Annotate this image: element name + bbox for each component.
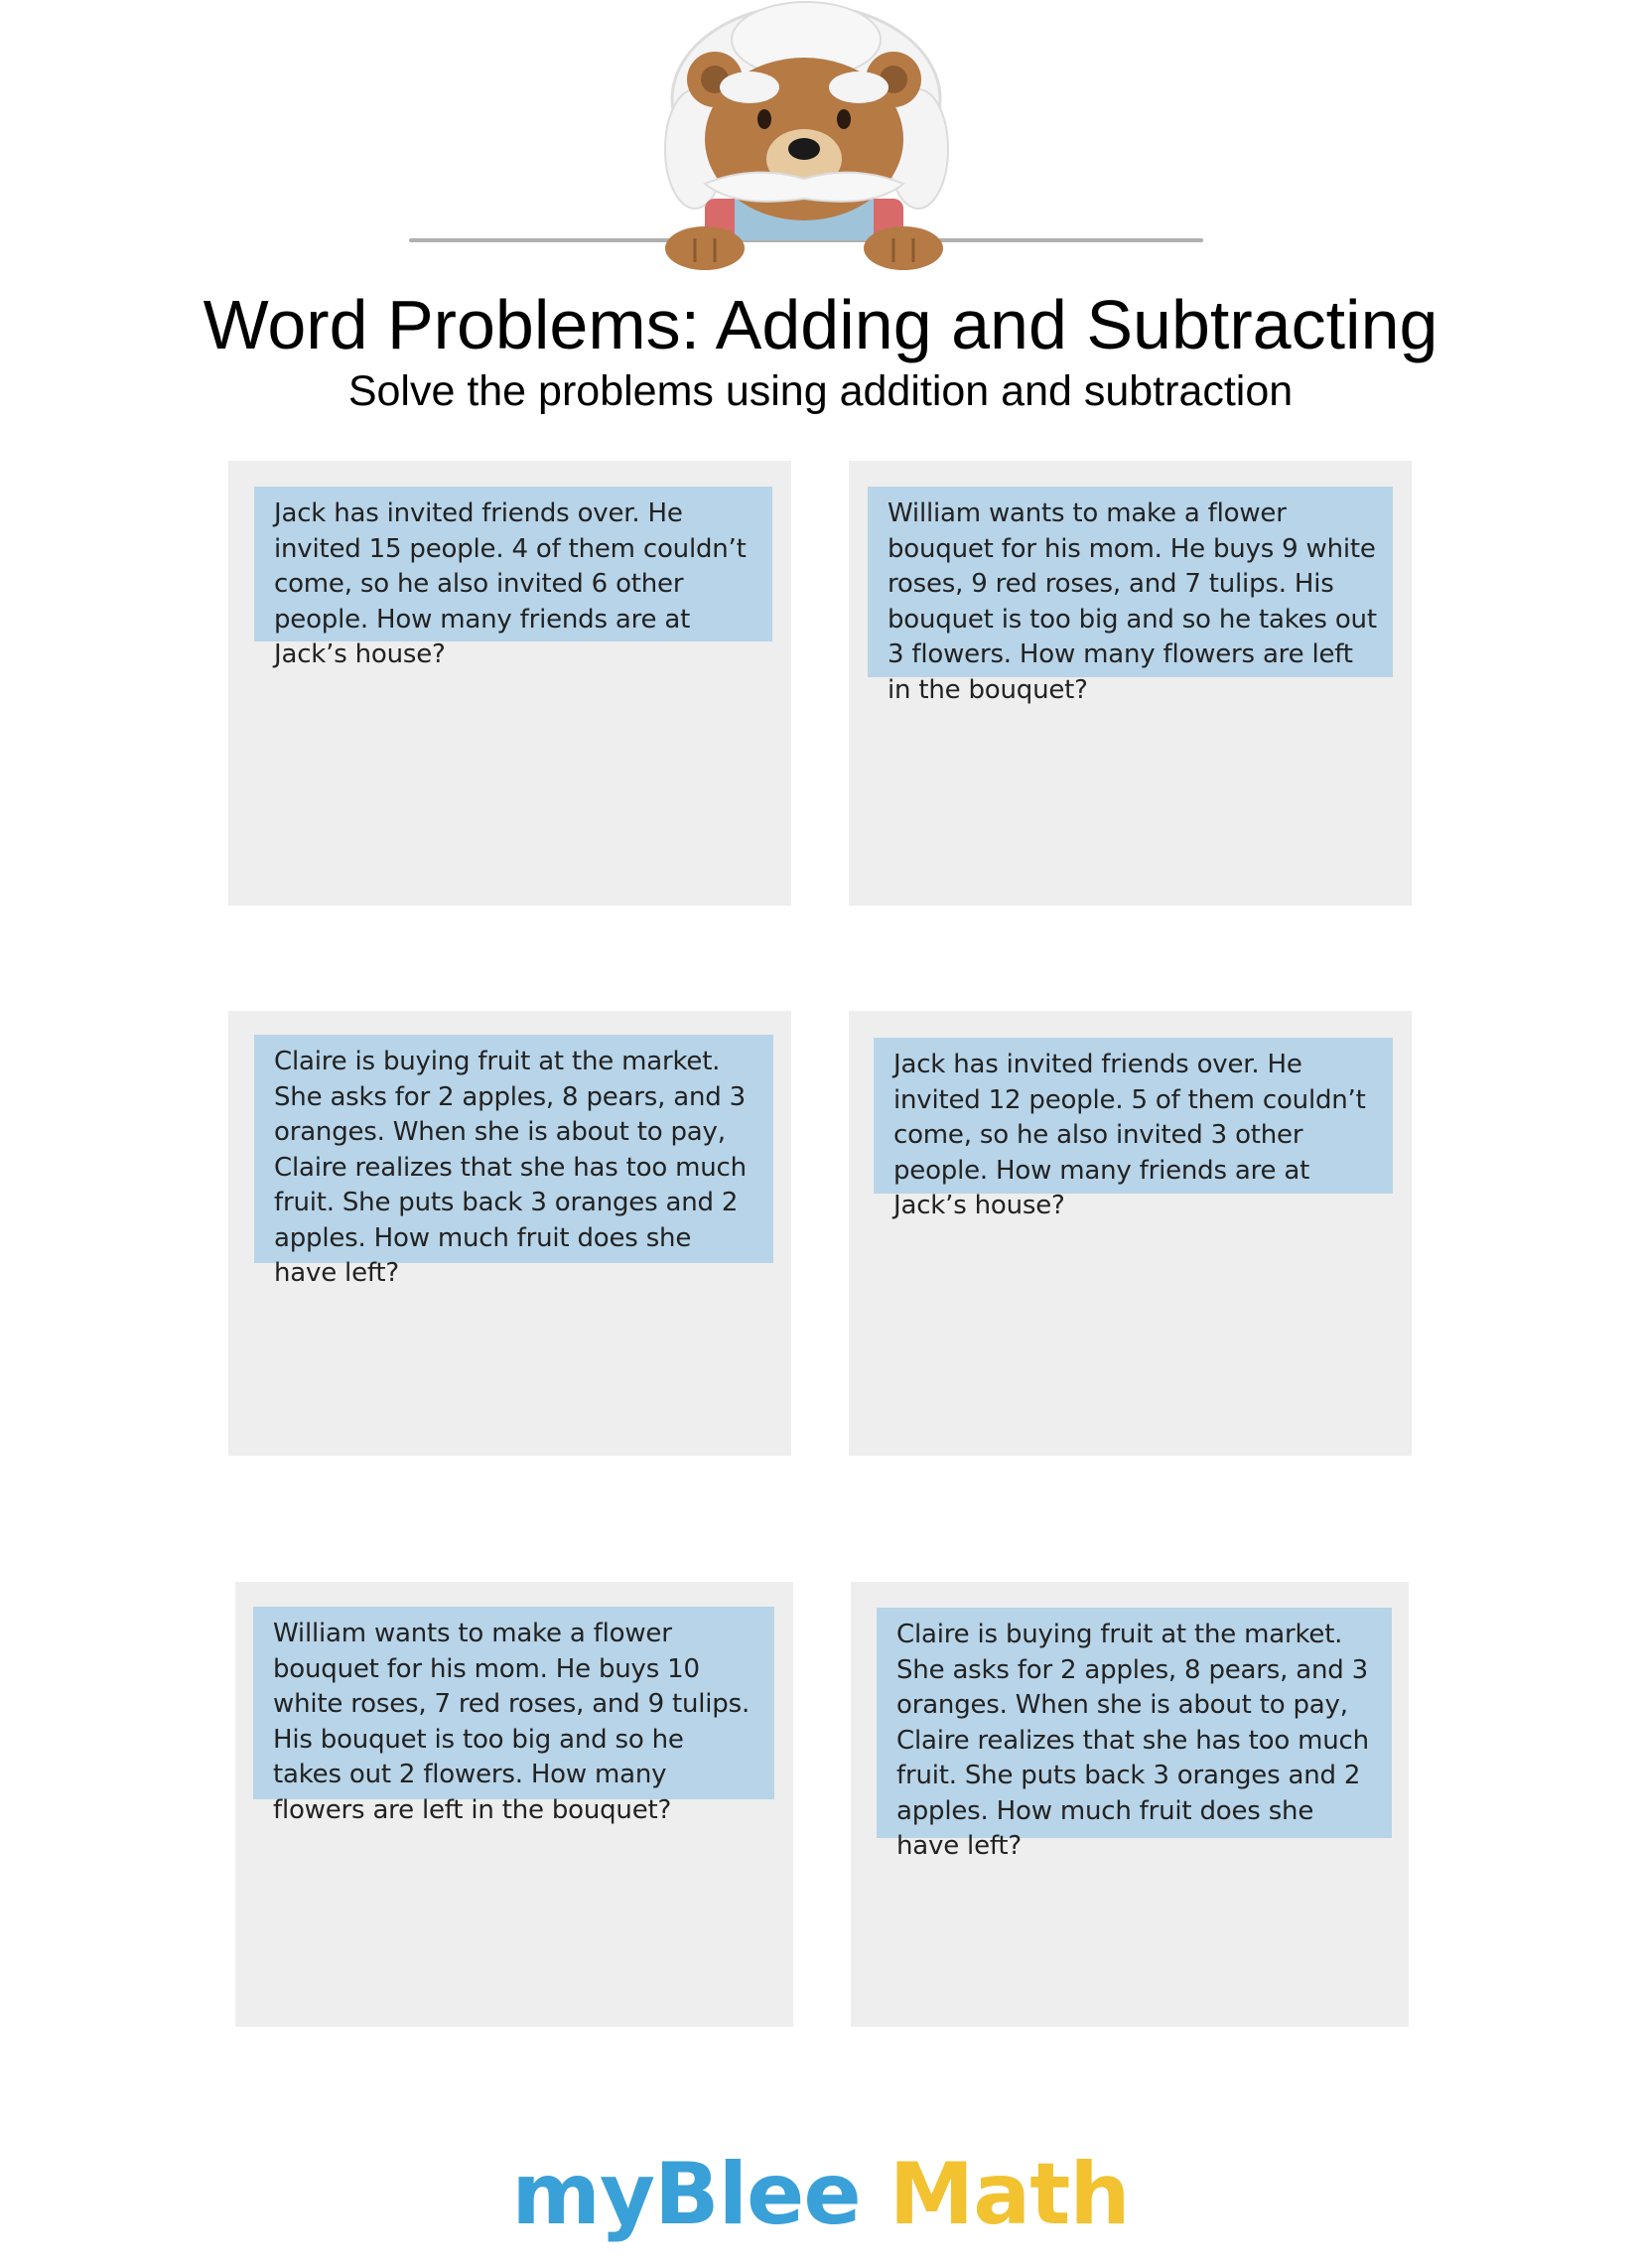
problem-text: Jack has invited friends over. He invited 15 people. 4 of them couldn’t come, so he also invited 6 other people. How many friends are at Jack’s house? xyxy=(254,487,772,641)
problem-text: Claire is buying fruit at the market. She asks for 2 apples, 8 pears, and 3 oranges. When she is about to pay, Claire realizes that she has too much fruit. She puts back 3 oranges and 2 apples. How much fruit does she have left? xyxy=(254,1035,773,1263)
brand-logo-part2: Math xyxy=(889,2145,1130,2244)
page-subtitle: Solve the problems using addition and subtraction xyxy=(347,367,1294,415)
problem-text: William wants to make a flower bouquet for his mom. He buys 9 white roses, 9 red roses, and 7 tulips. His bouquet is too big and so he takes out 3 flowers. How many flowers are left in the bouquet? xyxy=(868,487,1393,677)
brand-logo-part1: myBlee xyxy=(511,2145,861,2244)
bear-mascot-icon xyxy=(407,0,1221,273)
page-title: Word Problems: Adding and Subtracting xyxy=(203,286,1438,363)
problem-text: Jack has invited friends over. He invited 12 people. 5 of them couldn’t come, so he also invited 3 other people. How many friends are at Jack’s house? xyxy=(874,1038,1393,1194)
problem-text: Claire is buying fruit at the market. She asks for 2 apples, 8 pears, and 3 oranges. When she is about to pay, Claire realizes that she has too much fruit. She puts back 3 oranges and 2 apples. How much fruit does she have left? xyxy=(877,1608,1392,1838)
brand-logo xyxy=(0,2145,1641,2244)
problem-text: William wants to make a flower bouquet for his mom. He buys 10 white roses, 7 red roses, and 9 tulips. His bouquet is too big and so he takes out 2 flowers. How many flowers are left in the bouquet? xyxy=(253,1607,774,1799)
